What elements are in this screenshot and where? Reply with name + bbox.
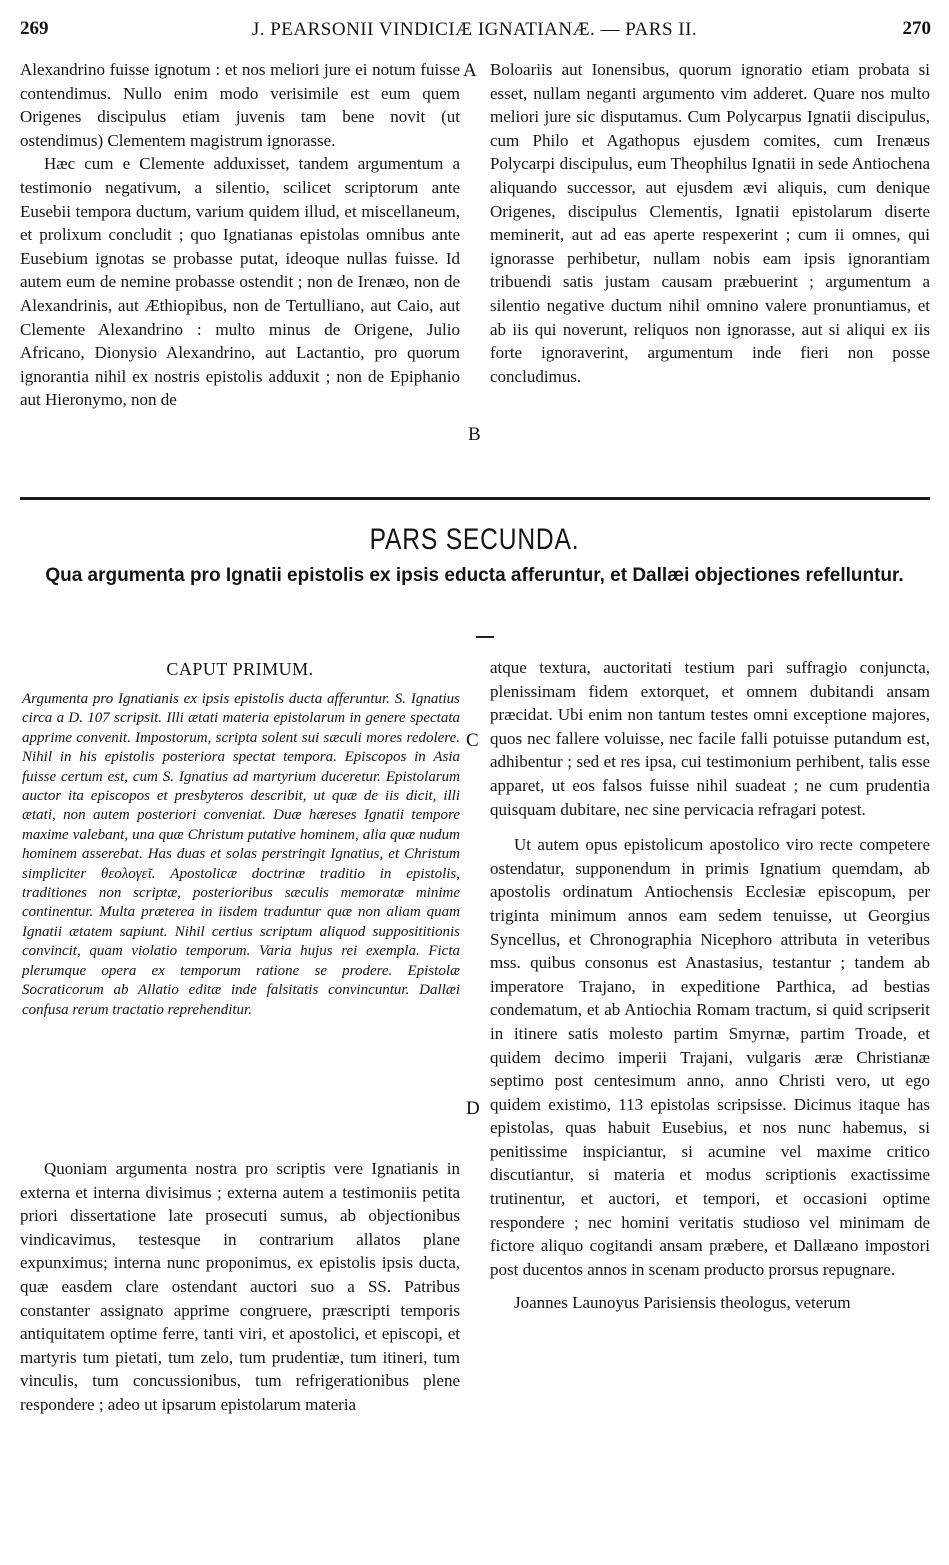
lower-right-column (490, 656, 930, 1315)
margin-letter-c: C (466, 730, 479, 751)
margin-letter-b: B (468, 424, 481, 445)
section-divider (20, 497, 930, 500)
lower-left-column (20, 1157, 460, 1417)
paragraph: Ut autem opus epistolicum apostolico viro recte competere ostendatur, supponendum in primis Ignatium quemdam, ab apostolis ordinatum Antiochensis Ecclesiæ episcopum, per triginta minimum annos eam sedem tenuisse, ut Georgius Syncellus, et Chronographia Nicephoro attributa in veteribus mss. quibus consonus est Anastasius, testantur ; tandem ab imperatore Trajano, in expeditione Parthica, ad bestias condematum, et ab Antiochia Romam tractum, si quid scripserit in itinere satis molesto partim Smyrnæ, partim Troade, et quidem decimo imperii Trajani, vulgaris æræ Christianæ septimo post centesimum anno, anno Christi vero, ut ego quidem existimo, 113 epistolas scripsisse. Dicimus itaque has epistolas, quas habuit Eusebius, et nos nunc habemus, si penitissime inspiciantur, si acumine vel maxime critico discutiantur, si materia et modus scriptionis exactissime trutinentur, et auctori, et tempori, et occasioni optime respondere ; nec homini veritatis studioso vel minimam de fictore aliquo cogitandi ansam præbere, et Dallæano impostori post ducentos annos in scenam producto prorsus repugnare. (490, 835, 930, 1279)
top-left-column (20, 58, 460, 412)
running-title: J. PEARSONII VINDICIÆ IGNATIANÆ. — PARS II. (251, 19, 698, 40)
paragraph: Boloariis aut Ionensibus, quorum ignoratio etiam probata si esset, nullam neganti argumento vim adderet. Quare nos multo meliori jure sic disputamus. Cum Polycarpus Ignatii discipulus, cum Philo et Agathopus ejusdem comites, cum Irenæus Polycarpi discipulus, eum Theophilus Ignatii in sede Antiochena aliquando successor, aut ejusdem ævi aliquis, cum denique Origenes, discipulus Clementis, Ignatii epistolarum diserte meminerit, aut ad eas aperte respexerint ; cum ii omnes, qui ignorasse perhibetur, nullam nobis eam ipsis ignorantiam tribuendi satis justam causam præbuerint ; argumentum a silentio negative ductum nihil omnino valere pronuntiamus, et ab iis qui noverunt, reliquos non ignorasse, aut si aliqui ex iis forte ignoraverint, argumentum inde fieri non posse concludimus. (490, 60, 930, 386)
running-header (0, 18, 949, 44)
part-title: PARS SECUNDA. (369, 523, 580, 556)
title-dash (476, 636, 494, 638)
paragraph: Alexandrino fuisse ignotum : et nos meliori jure ei notum fuisse contendimus. Nullo enim modo verisimile est eum quem Origenes discipulus etiam juvenis tam bene novit (ut ostendimus) Clementem magistrum ignorasse. (20, 60, 460, 150)
top-right-column (490, 58, 930, 388)
paragraph: Joannes Launoyus Parisiensis theologus, veterum (514, 1293, 851, 1313)
margin-letter-a: A (463, 60, 477, 81)
summary-text: Argumenta pro Ignatianis ex ipsis epistolis ducta afferuntur. S. Ignatius circa a D. 107 scripsit. Illi ætati materia epistolarum in genere spectata apprime convenit. Impostorum, scripta solent sui sæculi mores redolere. Nihil in his epistolis posteriora spectat tempora. Episcopos in Asia fuisse certum est, cum S. Ignatius ad martyrium duceretur. Epistolarum auctor ita episcopos et presbyteros describit, ut quæ de iis dicit, illi ætati, non autem posteriori conveniat. Duæ hæreses Ignatii tempore maxime valebant, una quæ Christum putative hominem, alia quæ nudum hominem asserebat. Has duas et solas perstringit Ignatius, et Christum simpliciter θεολογεῖ. Apostolicæ doctrinæ traditio in epistolis, traditiones non scriptæ, posterioribus sæculis memoratæ minime continentur. Multa præterea in iisdem traduntur quæ non aliam quam Ignatii ætatem sapiunt. Nihil certius scriptum aliquod supposititionis convincit, quam violatio temporum. Varia hujus rei exempla. Ficta plerumque opera ex temporum ratione se prodere. Epistolæ Socraticorum ab Allatio editæ inde falsitatis convincuntur. Dallæi confusa rerum tractatio reprehenditur. (22, 691, 460, 1018)
part-subtitle: Qua argumenta pro Ignatii epistolis ex ipsis educta afferuntur, et Dallæi objectiones refelluntur. (45, 565, 904, 586)
chapter-title: CAPUT PRIMUM. (166, 659, 314, 679)
chapter-summary (22, 690, 460, 1020)
paragraph: Hæc cum e Clemente adduxisset, tandem argumentum a testimonio negativum, a silentio, scilicet scriptorum ante Eusebii tempora ductum, varium quidem illud, et miscellaneum, et prolixum concludit ; quo Ignatianas epistolas omnibus ante Eusebium ignotas se probasse putat, ideoque nullas fuisse. Id autem eum de nemine probasse ostendit ; non de Irenæo, non de Alexandrinis, aut Æthiopibus, non de Tertulliano, aut Caio, aut Clemente Alexandrino : multo minus de Origene, Julio Africano, Dionysio Alexandrino, aut Lactantio, pro quorum ignorantia nihil ex nostris epistolis adduxit ; non de Epiphanio aut Hieronymo, non de (20, 154, 460, 410)
paragraph: atque textura, auctoritati testium pari suffragio conjuncta, plenissimam fidem extorquet, et omnem dubitandi ansam præcidat. Ubi enim non tantum testes omni exceptione majores, quos nec fallere voluisse, nec facile falli potuisse putandum est, adhibentur ; sed et res ipsa, cui testimonium perhibent, talis esse apparet, ut eos falsos fuisse nihil suadeat ; ne cum prudentia quisquam dubitare, nec sine pervicacia refragari potest. (490, 658, 930, 819)
page-number-left: 269 (20, 18, 49, 39)
margin-letter-d: D (466, 1098, 480, 1119)
page-number-right: 270 (902, 18, 931, 39)
paragraph: Quoniam argumenta nostra pro scriptis vere Ignatianis in externa et interna divisimus ; externa autem a testimoniis petita priori dissertatione late prosecuti sumus, ab objectionibus vindicavimus, testesque in contrarium allatos plane expunximus; interna nunc proponimus, ex epistolis ipsis ducta, quæ easdem clare ostendant auctori suo a SS. Patribus constanter assignato apprime congruere, præscripti temporis antiquitatem optime ferre, tanti viri, et apostolici, et episcopi, et martyris tum pietati, tum zelo, tum prudentiæ, tum itineri, tum vinculis, tum concussionibus, tum refrigerationibus plene respondere ; adeo ut ipsarum epistolarum materia (20, 1159, 460, 1414)
